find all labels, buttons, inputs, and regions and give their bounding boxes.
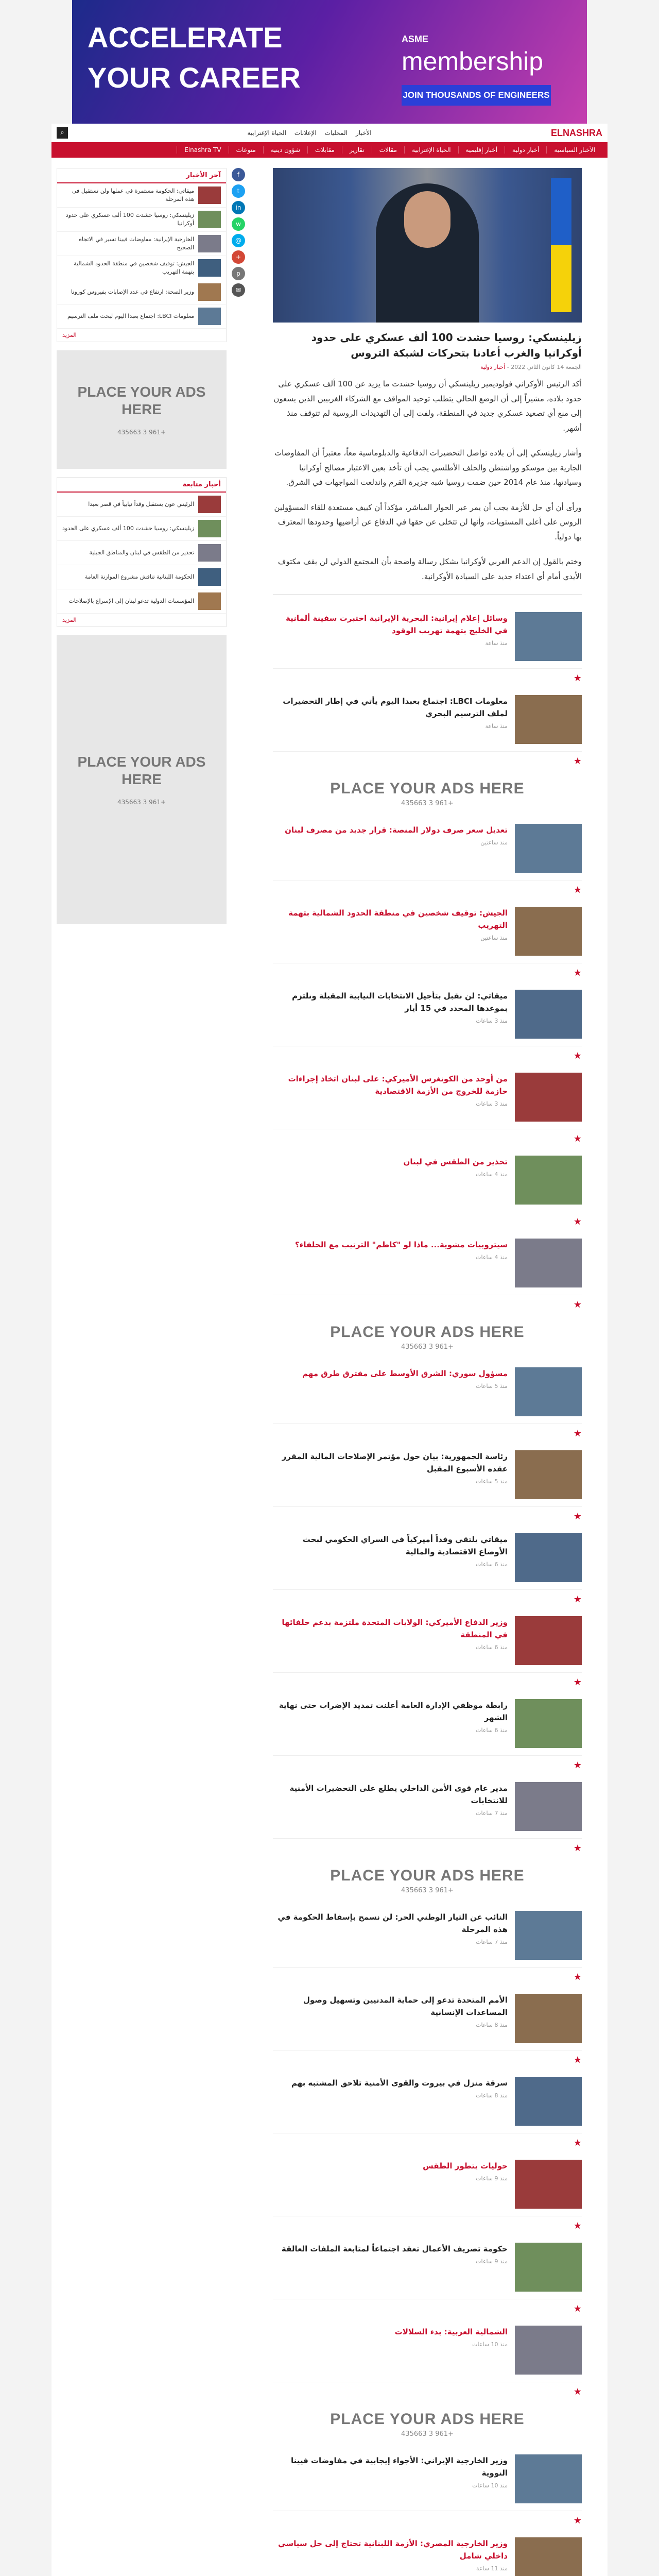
news-thumbnail[interactable] [515, 1782, 582, 1831]
sidebar-thumbnail[interactable] [198, 496, 221, 513]
sidebar-thumbnail[interactable] [198, 520, 221, 537]
news-time: منذ 8 ساعات [476, 2022, 508, 2028]
news-text [273, 1699, 515, 1734]
ad-text: PLACE YOUR ADS HERE [330, 780, 525, 797]
news-text [273, 2243, 515, 2265]
news-title[interactable]: سيتروبيات مشوية... ماذا لو "كاظم" الترتيب مع الحلفاء؟ [294, 1240, 508, 1249]
news-thumbnail[interactable] [515, 1239, 582, 1287]
banner-asme: ASME [402, 34, 429, 44]
top-link[interactable]: الحياة الإغترابية [247, 129, 286, 137]
news-title[interactable]: من أوحد من الكونغرس الأميركي: على لبنان اتخاذ إجراءات حازمة للخروج من الأزمة الاقتصادية [288, 1074, 508, 1096]
news-title[interactable]: الشمالية العربية: بدء السلالات [394, 2327, 508, 2336]
news-text [273, 612, 515, 647]
news-thumbnail[interactable] [515, 1073, 582, 1122]
top-links [247, 129, 371, 137]
news-time: منذ 10 ساعات [472, 2482, 508, 2489]
news-title[interactable]: وزير الخارجية المصري: الأزمة اللبنانية تحتاج إلى حل سياسي داخلي شامل [278, 2539, 508, 2561]
news-title[interactable]: ميقاتي: لن نقبل بتأجيل الانتخابات النيابية المقبلة ونلتزم بموعدها المحدد في 15 أيار [292, 991, 508, 1013]
news-item[interactable] [273, 1775, 582, 1839]
star-icon: ★ [573, 2138, 582, 2148]
star-icon: ★ [573, 885, 582, 895]
news-title[interactable]: وسائل إعلام إيرانية: البحرية الإيرانية اختبرت سفينة ألمانية في الخليج بتهمة تهريب الوقود [286, 614, 508, 635]
news-item[interactable] [273, 1609, 582, 1673]
news-thumbnail[interactable] [515, 2077, 582, 2126]
news-item[interactable] [273, 1692, 582, 1756]
star-icon: ★ [573, 1050, 582, 1061]
news-feed [252, 1904, 602, 2401]
news-feed [252, 2447, 602, 2576]
news-title[interactable]: حكومة تصريف الأعمال تعقد اجتماعاً لمتابعة الملفات العالقة [281, 2244, 508, 2253]
sidebar-item-text[interactable]: تحذير من الطقس في لبنان والمناطق الجبلية [89, 549, 194, 556]
nav-item[interactable]: مقابلات [307, 146, 342, 154]
main-nav [51, 142, 608, 158]
banner-cta-button[interactable]: JOIN THOUSANDS OF ENGINEERS [402, 85, 551, 106]
sidebar-item[interactable] [57, 280, 226, 304]
star-icon: ★ [573, 2221, 582, 2231]
news-time: منذ ساعتين [480, 839, 508, 846]
news-title[interactable]: تعديل سعر صرف دولار المنصة: قرار جديد من مصرف لبنان [285, 825, 508, 835]
banner-brand: membership [402, 47, 544, 76]
news-time: منذ 5 ساعات [476, 1383, 508, 1389]
top-link[interactable]: الأخبار [355, 129, 372, 137]
news-time: منذ 5 ساعات [476, 1478, 508, 1485]
news-item[interactable] [273, 817, 582, 880]
top-banner-ad[interactable] [72, 0, 587, 124]
nav-item[interactable]: منوعات [229, 146, 263, 154]
sidebar-box-title: آخر الأخبار [57, 168, 226, 183]
sidebar-item-text[interactable]: ميقاتي: الحكومة مستمرة في عملها ولن تستقيل في هذه المرحلة [72, 187, 194, 202]
sidebar-thumbnail[interactable] [198, 592, 221, 610]
sidebar-item-text[interactable]: الجيش: توقيف شخصين في منطقة الحدود الشمالية بتهمة التهريب [74, 260, 194, 275]
nav-item[interactable]: تقارير [342, 146, 372, 154]
news-title[interactable]: الجيش: توقيف شخصين في منطقة الحدود الشمالية بتهمة التهريب [288, 908, 508, 930]
sidebar-item-text[interactable]: وزير الصحة: ارتفاع في عدد الإصابات بفيروس كورونا [71, 288, 194, 295]
star-icon: ★ [573, 1972, 582, 1982]
ad-phone: +961 3 435663 [401, 1887, 454, 1894]
sidebar-thumbnail[interactable] [198, 211, 221, 228]
nav-item[interactable]: أخبار إقليمية [458, 146, 505, 154]
sidebar-item[interactable] [57, 589, 226, 614]
sidebar-item-text[interactable]: الحكومة اللبنانية تناقش مشروع الموازنة العامة [84, 573, 194, 580]
sidebar-more-link[interactable]: المزيد [62, 332, 77, 338]
sidebar-item[interactable] [57, 256, 226, 280]
news-time: منذ 6 ساعات [476, 1561, 508, 1568]
sidebar-ad[interactable] [57, 350, 227, 469]
ad-text: PLACE YOUR ADS HERE [330, 2411, 525, 2428]
email-icon[interactable]: ✉ [232, 283, 245, 297]
news-time: منذ 6 ساعات [476, 1727, 508, 1734]
news-time: منذ ساعة [485, 640, 508, 647]
news-time: منذ ساعتين [480, 935, 508, 941]
news-thumbnail[interactable] [515, 1911, 582, 1960]
news-text [273, 2537, 515, 2572]
nav-item[interactable]: Elnashra TV [177, 146, 228, 154]
news-title[interactable]: رابطة موظفي الإدارة العامة أعلنت تمديد الإضراب حتى نهاية الشهر [279, 1701, 508, 1722]
article-paragraph: ورأى أن أي حل للأزمة يجب أن يمر عبر الحوار المباشر، مؤكداً أن كييف مستعدة للقاء المسؤولين الروس على أعلى المستويات، وأنها لن تتخلى عن حقها في الدفاع عن أراضيها وحدودها المعترف بها دولياً. [274, 502, 582, 541]
sidebar [57, 168, 227, 2576]
nav-item[interactable]: شؤون دينية [263, 146, 307, 154]
article-meta: الجمعة 14 كانون الثاني 2022 - أخبار دولية [480, 364, 582, 370]
news-text [273, 2160, 515, 2182]
facebook-icon[interactable]: f [232, 168, 245, 181]
inline-ad[interactable] [273, 780, 582, 807]
sidebar-thumbnail[interactable] [198, 283, 221, 301]
news-time: منذ 10 ساعات [472, 2341, 508, 2348]
news-thumbnail[interactable] [515, 2160, 582, 2209]
google-plus-icon[interactable]: + [232, 250, 245, 264]
divider [273, 594, 582, 595]
sidebar-follow-box [57, 477, 227, 627]
news-item[interactable] [273, 605, 582, 669]
sidebar-item[interactable] [57, 541, 226, 565]
news-thumbnail[interactable] [515, 824, 582, 873]
sidebar-item-text[interactable]: معلومات LBCI: اجتماع بعبدا اليوم لبحث ملف الترسيم [67, 312, 194, 319]
news-text [273, 907, 515, 941]
news-thumbnail[interactable] [515, 990, 582, 1039]
sidebar-item-text[interactable]: المؤسسات الدولية تدعو لبنان إلى الإسراع بالإصلاحات [68, 597, 194, 604]
sidebar-item-text[interactable]: زيلينسكي: روسيا حشدت 100 ألف عسكري على حدود أوكرانيا [65, 211, 194, 227]
news-title[interactable]: معلومات LBCI: اجتماع بعبدا اليوم يأتي في إطار التحضيرات لملف الترسيم البحري [283, 697, 508, 718]
sidebar-thumbnail[interactable] [198, 568, 221, 586]
article-paragraph: وختم بالقول إن الدعم الغربي لأوكرانيا يشكل رسالة واضحة بأن المجتمع الدولي لن يقف مكتوف الأيدي أمام أي اعتداء جديد على السيادة الأوكرانية. [278, 557, 582, 581]
star-icon: ★ [573, 1511, 582, 1522]
sidebar-thumbnail[interactable] [198, 187, 221, 204]
news-thumbnail[interactable] [515, 907, 582, 956]
news-item[interactable] [273, 982, 582, 1046]
news-item[interactable] [273, 1148, 582, 1212]
news-item[interactable] [273, 2530, 582, 2576]
news-time: منذ 3 ساعات [476, 1100, 508, 1107]
sidebar-item-text[interactable]: زيلينسكي: روسيا حشدت 100 ألف عسكري على الحدود [62, 524, 194, 532]
banner-line-2: YOUR CAREER [88, 61, 301, 94]
news-text [273, 2077, 515, 2099]
star-icon: ★ [573, 1843, 582, 1854]
star-icon: ★ [573, 2386, 582, 2397]
news-time: منذ 4 ساعات [476, 1254, 508, 1261]
news-time: منذ 11 ساعة [476, 2565, 508, 2572]
article-hero-image [273, 168, 582, 323]
news-text [273, 1533, 515, 1568]
sidebar-item[interactable] [57, 208, 226, 232]
content-area [51, 158, 608, 2576]
inline-ad[interactable] [273, 2411, 582, 2438]
news-item[interactable] [273, 1526, 582, 1590]
ad-text: PLACE YOUR ADS HERE [77, 384, 206, 417]
nav-item[interactable]: أخبار دولية [505, 146, 547, 154]
news-item[interactable] [273, 1904, 582, 1968]
star-icon: ★ [573, 1760, 582, 1771]
news-thumbnail[interactable] [515, 2326, 582, 2375]
sidebar-item[interactable] [57, 517, 226, 541]
ad-text: PLACE YOUR ADS HERE [330, 1867, 525, 1884]
news-title[interactable]: تحذير من الطقس في لبنان [403, 1157, 508, 1166]
news-time: منذ 9 ساعات [476, 2258, 508, 2265]
news-item[interactable] [273, 2447, 582, 2511]
news-text [273, 1073, 515, 1107]
article-body [273, 377, 582, 584]
news-title[interactable]: وزير الخارجية الإيراني: الأجواء إيجابية في مفاوضات فيينا النووية [290, 2456, 508, 2478]
top-link[interactable]: الإعلانات [294, 129, 317, 137]
news-time: منذ 9 ساعات [476, 2175, 508, 2182]
sidebar-thumbnail[interactable] [198, 544, 221, 562]
news-item[interactable] [273, 688, 582, 752]
news-thumbnail[interactable] [515, 2243, 582, 2292]
sidebar-item[interactable] [57, 183, 226, 208]
news-text [273, 1450, 515, 1485]
star-icon: ★ [573, 1428, 582, 1439]
sidebar-list [57, 183, 226, 329]
article-paragraph: أكد الرئيس الأوكراني فولوديمير زيلينسكي أن روسيا حشدت ما يزيد عن 100 ألف عسكري على حدود بلاده، مشيراً إلى أن الوضع الحالي يتطلب توحيد المواقف مع الشركاء الغربيين الذين يسعون إلى منع أي تصعيد عسكري جديد في المنطقة، ولفت إلى أن التهديدات الروسية لم تتوقف منذ أشهر. [273, 379, 582, 433]
news-thumbnail[interactable] [515, 1616, 582, 1665]
news-time: منذ 7 ساعات [476, 1939, 508, 1945]
news-item[interactable] [273, 900, 582, 963]
article-title: زيلينسكي: روسيا حشدت 100 ألف عسكري على حدود أوكرانيا والغرب أعادنا بتحركات لشبكة التروس [311, 331, 582, 359]
ad-phone: +961 3 435663 [401, 2430, 454, 2438]
article-category[interactable]: أخبار دولية [480, 364, 506, 370]
whatsapp-icon[interactable]: w [232, 217, 245, 231]
star-icon: ★ [573, 2515, 582, 2526]
news-thumbnail[interactable] [515, 1994, 582, 2043]
face-shape [404, 191, 450, 248]
search-icon[interactable]: ⌕ [57, 127, 68, 139]
news-text [273, 695, 515, 730]
news-item[interactable] [273, 1360, 582, 1424]
sidebar-list [57, 493, 226, 614]
star-icon: ★ [573, 2303, 582, 2314]
nav-item[interactable]: الحياة الإغترابية [404, 146, 458, 154]
news-text [273, 1911, 515, 1945]
main-column [235, 168, 602, 2576]
news-item[interactable] [273, 2070, 582, 2133]
news-text [273, 1156, 515, 1178]
news-text [273, 1239, 515, 1261]
star-icon: ★ [573, 1299, 582, 1310]
inline-ad[interactable] [273, 1324, 582, 1351]
sidebar-item-text[interactable]: الخارجية الإيرانية: مفاوضات فيينا تسير في الاتجاه الصحيح [79, 235, 194, 251]
sidebar-more-link[interactable]: المزيد [62, 617, 77, 623]
news-item[interactable] [273, 2318, 582, 2382]
twitter-icon[interactable]: t [232, 184, 245, 198]
site-logo[interactable]: ELNASHRA [550, 127, 602, 138]
news-item[interactable] [273, 1065, 582, 1129]
star-icon: ★ [573, 1133, 582, 1144]
news-title[interactable]: ميقاتي يلتقي وفداً أميركياً في السراي الحكومي لبحث الأوضاع الاقتصادية والمالية [302, 1535, 508, 1556]
share-bar [232, 168, 245, 297]
ad-phone: +961 3 435663 [117, 428, 166, 436]
sidebar-latest-box [57, 168, 227, 342]
sidebar-item[interactable] [57, 493, 226, 517]
news-time: منذ 4 ساعات [476, 1171, 508, 1178]
sidebar-box-title: أخبار متابعة [57, 478, 226, 493]
sidebar-thumbnail[interactable] [198, 235, 221, 252]
news-feed [252, 1360, 602, 1858]
star-icon: ★ [573, 756, 582, 767]
top-bar [51, 124, 608, 142]
news-item[interactable] [273, 2153, 582, 2216]
news-time: منذ 6 ساعات [476, 1644, 508, 1651]
sidebar-ad[interactable] [57, 635, 227, 924]
print-icon[interactable]: p [232, 267, 245, 280]
related-list [252, 605, 602, 771]
telegram-icon[interactable]: @ [232, 234, 245, 247]
news-item[interactable] [273, 2235, 582, 2299]
news-time: منذ 8 ساعات [476, 2092, 508, 2099]
news-text [273, 1367, 515, 1389]
sidebar-item[interactable] [57, 565, 226, 589]
news-text [273, 2454, 515, 2489]
news-time: منذ ساعة [485, 723, 508, 730]
ad-phone: +961 3 435663 [401, 1343, 454, 1351]
star-icon: ★ [573, 673, 582, 684]
news-title[interactable]: الأمم المتحدة تدعو إلى حماية المدنيين وتسهيل وصول المساعدات الإنسانية [303, 1995, 508, 2017]
news-item[interactable] [273, 1231, 582, 1295]
news-item[interactable] [273, 1443, 582, 1507]
news-title[interactable]: رئاسة الجمهورية: بيان حول مؤتمر الإصلاحات المالية المقرر عقده الأسبوع المقبل [282, 1452, 508, 1473]
news-thumbnail[interactable] [515, 695, 582, 744]
news-text [273, 1616, 515, 1651]
news-text [273, 2326, 515, 2348]
nav-item[interactable]: الأخبار السياسية [546, 146, 602, 154]
news-item[interactable] [273, 1987, 582, 2050]
news-title[interactable]: وزير الدفاع الأميركي: الولايات المتحدة ملتزمة بدعم حلفائها في المنطقة [282, 1618, 508, 1639]
top-link[interactable]: المحليات [324, 129, 348, 137]
news-text [273, 824, 515, 846]
news-thumbnail[interactable] [515, 1156, 582, 1205]
news-feed [252, 817, 602, 1314]
star-icon: ★ [573, 1677, 582, 1688]
news-title[interactable]: مسؤول سوري: الشرق الأوسط على مفترق طرق مهم [302, 1369, 508, 1378]
banner-line-1: ACCELERATE [88, 21, 283, 54]
sidebar-item[interactable] [57, 304, 226, 329]
news-time: منذ 3 ساعات [476, 1018, 508, 1024]
news-title[interactable]: سرقة منزل في بيروت والقوى الأمنية تلاحق المشتبه بهم [291, 2078, 508, 2088]
ad-phone: +961 3 435663 [117, 798, 166, 806]
article-date: الجمعة 14 كانون الثاني 2022 [511, 364, 582, 370]
sidebar-item-text[interactable]: الرئيس عون يستقبل وفداً نيابياً في قصر بعبدا [88, 500, 194, 507]
news-thumbnail[interactable] [515, 2537, 582, 2576]
star-icon: ★ [573, 1216, 582, 1227]
news-thumbnail[interactable] [515, 1533, 582, 1582]
news-title[interactable]: النائب عن التيار الوطني الحر: لن نسمح بإسقاط الحكومة في هذه المرحلة [278, 1912, 508, 1934]
news-thumbnail[interactable] [515, 2454, 582, 2503]
linkedin-icon[interactable]: in [232, 201, 245, 214]
sidebar-thumbnail[interactable] [198, 308, 221, 325]
nav-item[interactable]: مقالات [372, 146, 404, 154]
article-paragraph: وأشار زيلينسكي إلى أن بلاده تواصل التحضيرات الدفاعية والدبلوماسية معاً، معتبراً أن المفاوضات الجارية بين موسكو وواشنطن والحلف الأطلسي يجب أن تأخذ بعين الاعتبار مصالح أوكرانيا وسيادتها، منذ عام 2014 حين ضمت روسيا شبه جزيرة القرم واندلعت المواجهات في الشرق. [274, 448, 582, 487]
sidebar-item[interactable] [57, 232, 226, 256]
news-thumbnail[interactable] [515, 1450, 582, 1499]
flag-shape [551, 178, 571, 312]
news-title[interactable]: حوليات يتطور الطقس [423, 2161, 508, 2171]
news-text [273, 990, 515, 1024]
star-icon: ★ [573, 2055, 582, 2065]
ad-phone: +961 3 435663 [401, 800, 454, 807]
star-icon: ★ [573, 1594, 582, 1605]
news-time: منذ 7 ساعات [476, 1810, 508, 1817]
news-thumbnail[interactable] [515, 1367, 582, 1416]
site-wrapper [51, 124, 608, 2576]
news-text [273, 1782, 515, 1817]
news-thumbnail[interactable] [515, 1699, 582, 1748]
inline-ad[interactable] [273, 1867, 582, 1894]
news-thumbnail[interactable] [515, 612, 582, 661]
news-text [273, 1994, 515, 2028]
ad-text: PLACE YOUR ADS HERE [77, 754, 206, 787]
ad-text: PLACE YOUR ADS HERE [330, 1324, 525, 1341]
sidebar-thumbnail[interactable] [198, 259, 221, 277]
star-icon: ★ [573, 968, 582, 978]
news-title[interactable]: مدير عام قوى الأمن الداخلي يطلع على التحضيرات الأمنية للانتخابات [289, 1784, 508, 1805]
